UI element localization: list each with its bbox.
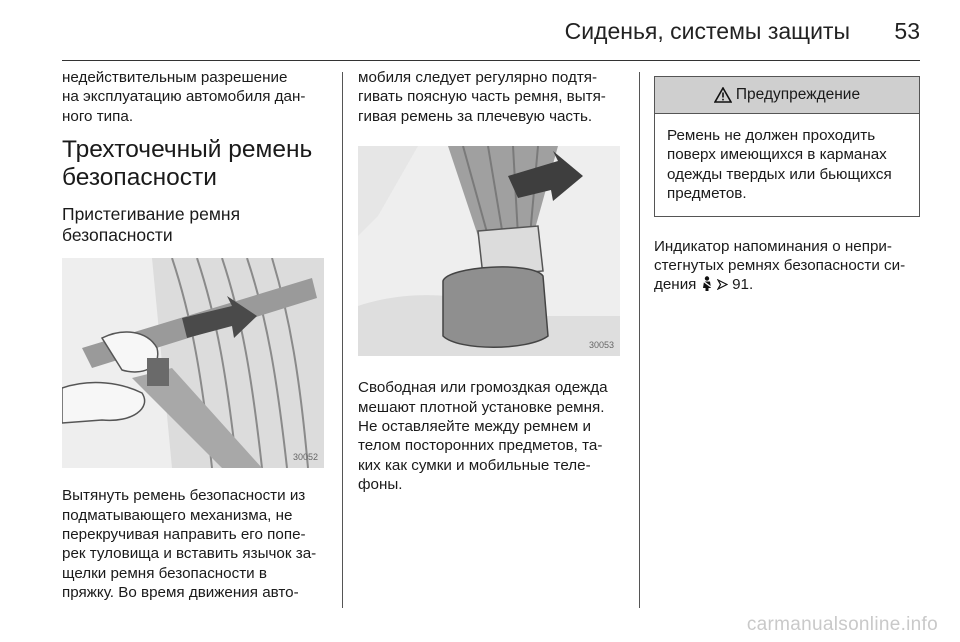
text-line: гивать поясную часть ремня, вытя- xyxy=(358,88,606,106)
seatbelt-fastening-drawing xyxy=(62,258,324,468)
page-reference-icon[interactable] xyxy=(717,279,728,290)
page-header xyxy=(0,0,960,62)
subsection-heading xyxy=(62,204,330,246)
seatbelt-reminder-icon xyxy=(701,276,713,291)
text-line: предметов. xyxy=(667,185,747,203)
text-line: пряжку. Во время движения авто- xyxy=(62,584,299,602)
warning-body xyxy=(655,114,919,216)
buckle-insertion-illustration xyxy=(358,146,620,356)
indicator-paragraph xyxy=(654,237,920,295)
figure-number: 30053 xyxy=(588,340,614,351)
text-line: поверх имеющихся в карманах xyxy=(667,146,887,164)
warning-box xyxy=(654,76,920,217)
text-line: Ремень не должен проходить xyxy=(667,127,876,144)
warning-triangle-icon xyxy=(714,87,732,103)
text-line: фоны. xyxy=(358,476,403,494)
text-line: стегнутых ремнях безопасности си- xyxy=(654,257,906,275)
text-line: подматывающего механизма, не xyxy=(62,506,293,524)
text-line: перекручивая направить его попе- xyxy=(62,526,306,544)
column-3 xyxy=(654,68,920,295)
warning-text xyxy=(667,126,909,204)
fastening-paragraph xyxy=(62,486,330,602)
header-divider xyxy=(62,60,920,61)
warning-header xyxy=(655,77,919,114)
intro-paragraph xyxy=(62,68,330,126)
section-heading xyxy=(62,136,330,192)
text-line: ного типа. xyxy=(62,107,134,125)
text-line: щелки ремня безопасности в xyxy=(62,564,267,582)
text-line: Индикатор напоминания о непри- xyxy=(654,237,892,255)
column-divider-1 xyxy=(342,72,343,608)
text-line: ких как сумки и мобильные теле- xyxy=(358,456,591,474)
text-line: гивая ремень за плечевую часть. xyxy=(358,107,593,125)
clothing-paragraph xyxy=(358,378,626,494)
header-title: Сиденья, системы защиты xyxy=(564,18,850,44)
text-line: Свободная или громоздкая одежда xyxy=(358,379,608,397)
text-line: дения xyxy=(654,276,697,294)
text-line: телом посторонних предметов, та- xyxy=(358,437,603,455)
page-reference[interactable]: 91. xyxy=(732,276,754,294)
text-line: Вытянуть ремень безопасности из xyxy=(62,487,306,505)
text-line: мобиля следует регулярно подтя- xyxy=(358,69,598,86)
text-line: рек туловища и вставить язычок за- xyxy=(62,545,317,563)
figure-number: 30052 xyxy=(292,452,318,463)
text-line: Не оставляейте между ремнем и xyxy=(358,418,591,436)
column-divider-2 xyxy=(639,72,640,608)
buckle-insertion-drawing xyxy=(358,146,620,356)
heading-line: безопасности xyxy=(62,164,217,192)
subheading-line: Пристегивание ремня xyxy=(62,204,241,225)
page-number: 53 xyxy=(894,18,920,44)
text-line: на эксплуатацию автомобиля дан- xyxy=(62,88,306,106)
text-line: одежды твердых или бьющихся xyxy=(667,165,892,183)
warning-title: Предупреждение xyxy=(735,86,861,103)
text-line: недействительным разрешение xyxy=(62,69,288,86)
tighten-paragraph xyxy=(358,68,626,126)
heading-line: Трехточечный ремень xyxy=(62,136,313,164)
column-2 xyxy=(358,68,626,495)
subheading-line: безопасности xyxy=(62,225,173,246)
text-line: мешают плотной установке ремня. xyxy=(358,398,605,416)
seatbelt-fastening-illustration xyxy=(62,258,324,468)
column-1 xyxy=(62,68,330,603)
watermark: carmanualsonline.info xyxy=(746,614,938,635)
